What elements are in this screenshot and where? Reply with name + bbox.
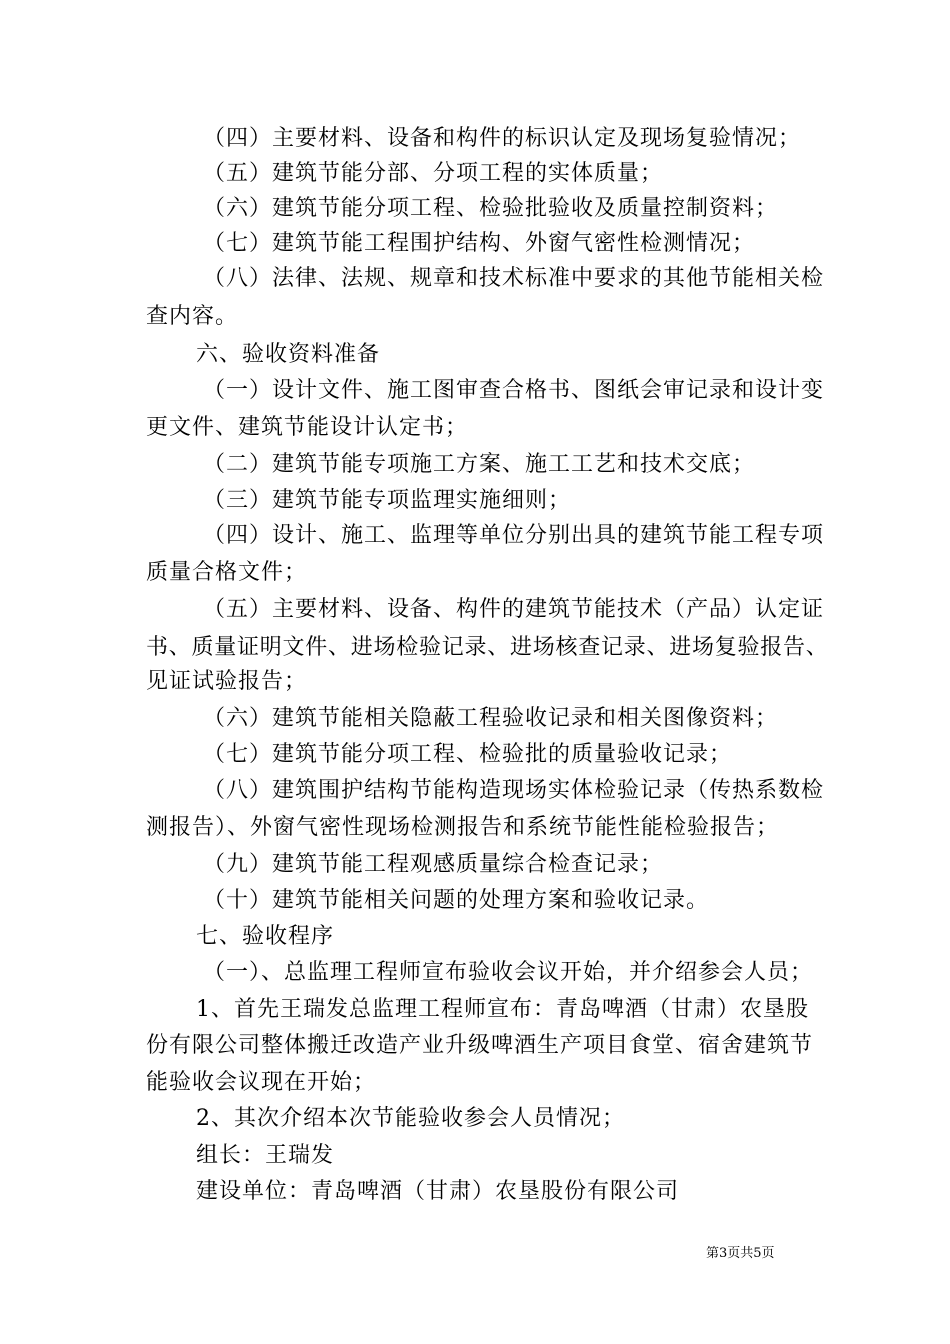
paragraph-line: （一）设计文件、施工图审查合格书、图纸会审记录和设计变: [203, 378, 825, 403]
section-heading: 六、验收资料准备: [196, 342, 381, 367]
section-heading: 七、验收程序: [196, 924, 335, 949]
paragraph-line: 测报告）、外窗气密性现场检测报告和系统节能性能检验报告；: [146, 815, 780, 840]
paragraph-line: （四）设计、施工、监理等单位分别出具的建筑节能工程专项: [203, 523, 825, 548]
paragraph-line: 建设单位：青岛啤酒（甘肃）农垦股份有限公司: [196, 1179, 680, 1204]
paragraph-line: 份有限公司整体搬迁改造产业升级啤酒生产项目食堂、宿舍建筑节: [146, 1033, 814, 1058]
paragraph-line: 查内容。: [146, 304, 239, 329]
paragraph-line: 1、首先王瑞发总监理工程师宣布：青岛啤酒（甘肃）农垦股: [196, 997, 809, 1022]
paragraph-line: （八）建筑围护结构节能构造现场实体检验记录（传热系数检: [203, 778, 825, 803]
page-number: 第3页共5页: [706, 1246, 775, 1261]
paragraph-line: 更文件、建筑节能设计认定书；: [146, 415, 469, 440]
paragraph-line: （十）建筑节能相关问题的处理方案和验收记录。: [203, 888, 710, 913]
paragraph-line: （二）建筑节能专项施工方案、施工工艺和技术交底；: [203, 452, 756, 477]
paragraph-line: 2、其次介绍本次节能验收参会人员情况；: [196, 1106, 625, 1131]
paragraph-line: （七）建筑节能分项工程、检验批的质量验收记录；: [203, 742, 733, 767]
paragraph-line: （四）主要材料、设备和构件的标识认定及现场复验情况；: [203, 126, 802, 151]
paragraph-line: （三）建筑节能专项监理实施细则；: [203, 488, 572, 513]
paragraph-line: （一）、总监理工程师宣布验收会议开始，并介绍参会人员；: [203, 960, 814, 985]
paragraph-line: （九）建筑节能工程观感质量综合检查记录；: [203, 852, 664, 877]
paragraph-line: （六）建筑节能分项工程、检验批验收及质量控制资料；: [203, 196, 779, 221]
paragraph-line: （六）建筑节能相关隐蔽工程验收记录和相关图像资料；: [203, 706, 779, 731]
paragraph-line: （七）建筑节能工程围护结构、外窗气密性检测情况；: [203, 231, 756, 256]
paragraph-line: 质量合格文件；: [146, 560, 308, 585]
paragraph-line: 见证试验报告；: [146, 669, 308, 694]
paragraph-line: （五）建筑节能分部、分项工程的实体质量；: [203, 161, 664, 186]
paragraph-line: （五）主要材料、设备、构件的建筑节能技术（产品）认定证: [203, 597, 825, 622]
paragraph-line: （八）法律、法规、规章和技术标准中要求的其他节能相关检: [203, 266, 825, 291]
paragraph-line: 能验收会议现在开始；: [146, 1070, 377, 1095]
paragraph-line: 组长：王瑞发: [196, 1143, 335, 1168]
paragraph-line: 书、质量证明文件、进场检验记录、进场核查记录、进场复验报告、: [146, 635, 829, 660]
